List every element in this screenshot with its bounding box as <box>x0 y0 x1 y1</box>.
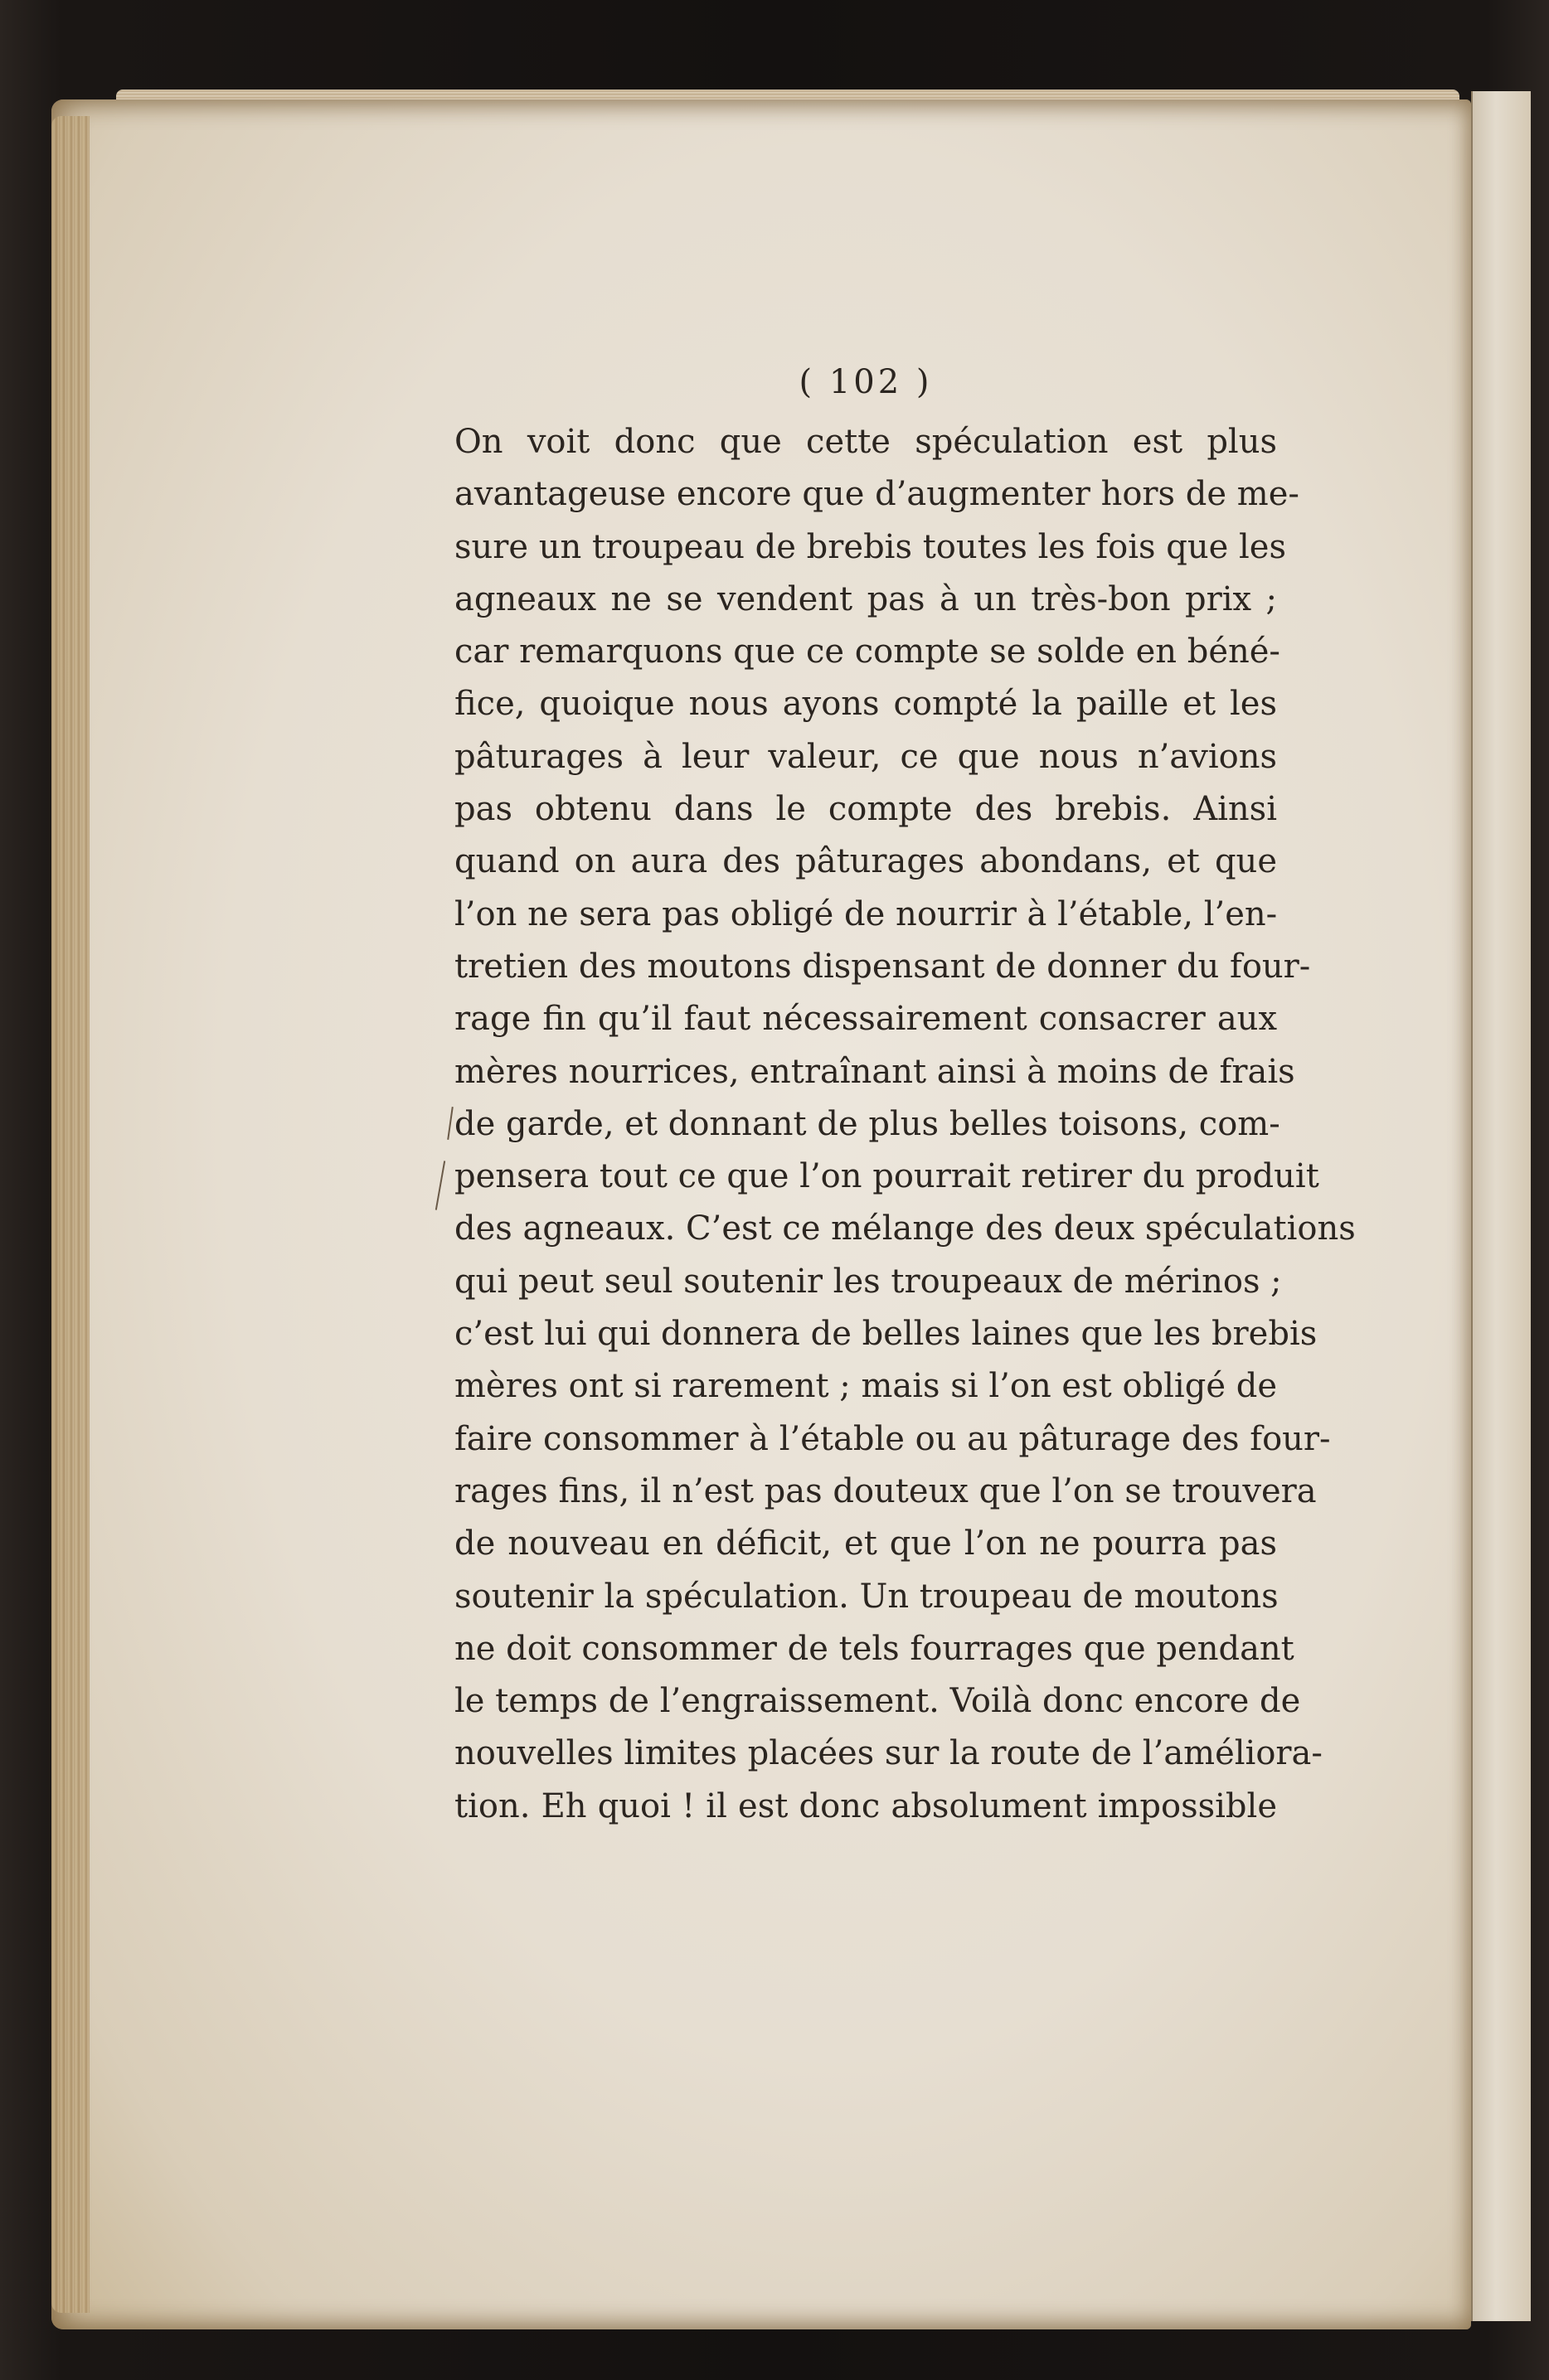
text-line: avantageuse encore que d’augmenter hors de me- <box>454 475 1299 514</box>
facing-page-edge <box>1471 91 1531 2321</box>
text-line: pâturages à leur valeur, ce que nous n’avions <box>454 737 1277 776</box>
text-line: faire consommer à l’étable ou au pâturage des four- <box>454 1419 1331 1458</box>
text-line: rage fin qu’il faut nécessairement consacrer aux <box>454 1000 1277 1039</box>
text-line: agneaux ne se vendent pas à un très-bon prix ; <box>454 579 1277 618</box>
text-line: pensera tout ce que l’on pourrait retirer du produit <box>454 1157 1319 1196</box>
text-line: rages fins, il n’est pas douteux que l’on se trouvera <box>454 1471 1317 1510</box>
text-line: des agneaux. C’est ce mélange des deux spéculations <box>454 1209 1356 1248</box>
text-line: quand on aura des pâturages abondans, et que <box>454 842 1277 881</box>
text-line: le temps de l’engraissement. Voilà donc encore de <box>454 1682 1301 1721</box>
text-line: On voit donc que cette spéculation est plus <box>454 423 1277 461</box>
text-line: tion. Eh quoi ! il est donc absolument impossible <box>454 1786 1277 1825</box>
text-line: ne doit consommer de tels fourrages que pendant <box>454 1629 1294 1668</box>
text-line: nouvelles limites placées sur la route de l’améliora- <box>454 1734 1323 1773</box>
text-line: fice, quoique nous ayons compté la paille et les <box>454 685 1277 724</box>
page-stack-left-edge <box>51 116 90 2313</box>
text-line: car remarquons que ce compte se solde en béné- <box>454 633 1280 671</box>
text-line: mères nourrices, entraînant ainsi à moins de frais <box>454 1052 1295 1091</box>
text-line: soutenir la spéculation. Un troupeau de moutons <box>454 1577 1279 1616</box>
text-line: l’on ne sera pas obligé de nourrir à l’étable, l’en- <box>454 894 1278 933</box>
text-line: de garde, et donnant de plus belles toisons, com- <box>454 1104 1280 1143</box>
text-line: pas obtenu dans le compte des brebis. Ainsi <box>454 790 1277 829</box>
text-line: qui peut seul soutenir les troupeaux de mérinos ; <box>454 1262 1282 1301</box>
text-line: de nouveau en déficit, et que l’on ne pourra pas <box>454 1524 1277 1563</box>
text-line: mères ont si rarement ; mais si l’on est obligé de <box>454 1367 1277 1406</box>
text-line: c’est lui qui donnera de belles laines que les brebis <box>454 1315 1318 1354</box>
text-block <box>454 356 1356 1833</box>
text-line: tretien des moutons dispensant de donner du four- <box>454 947 1311 986</box>
text-line: sure un troupeau de brebis toutes les fois que les <box>454 527 1286 566</box>
page-number-header: ( 102 ) <box>799 363 933 401</box>
